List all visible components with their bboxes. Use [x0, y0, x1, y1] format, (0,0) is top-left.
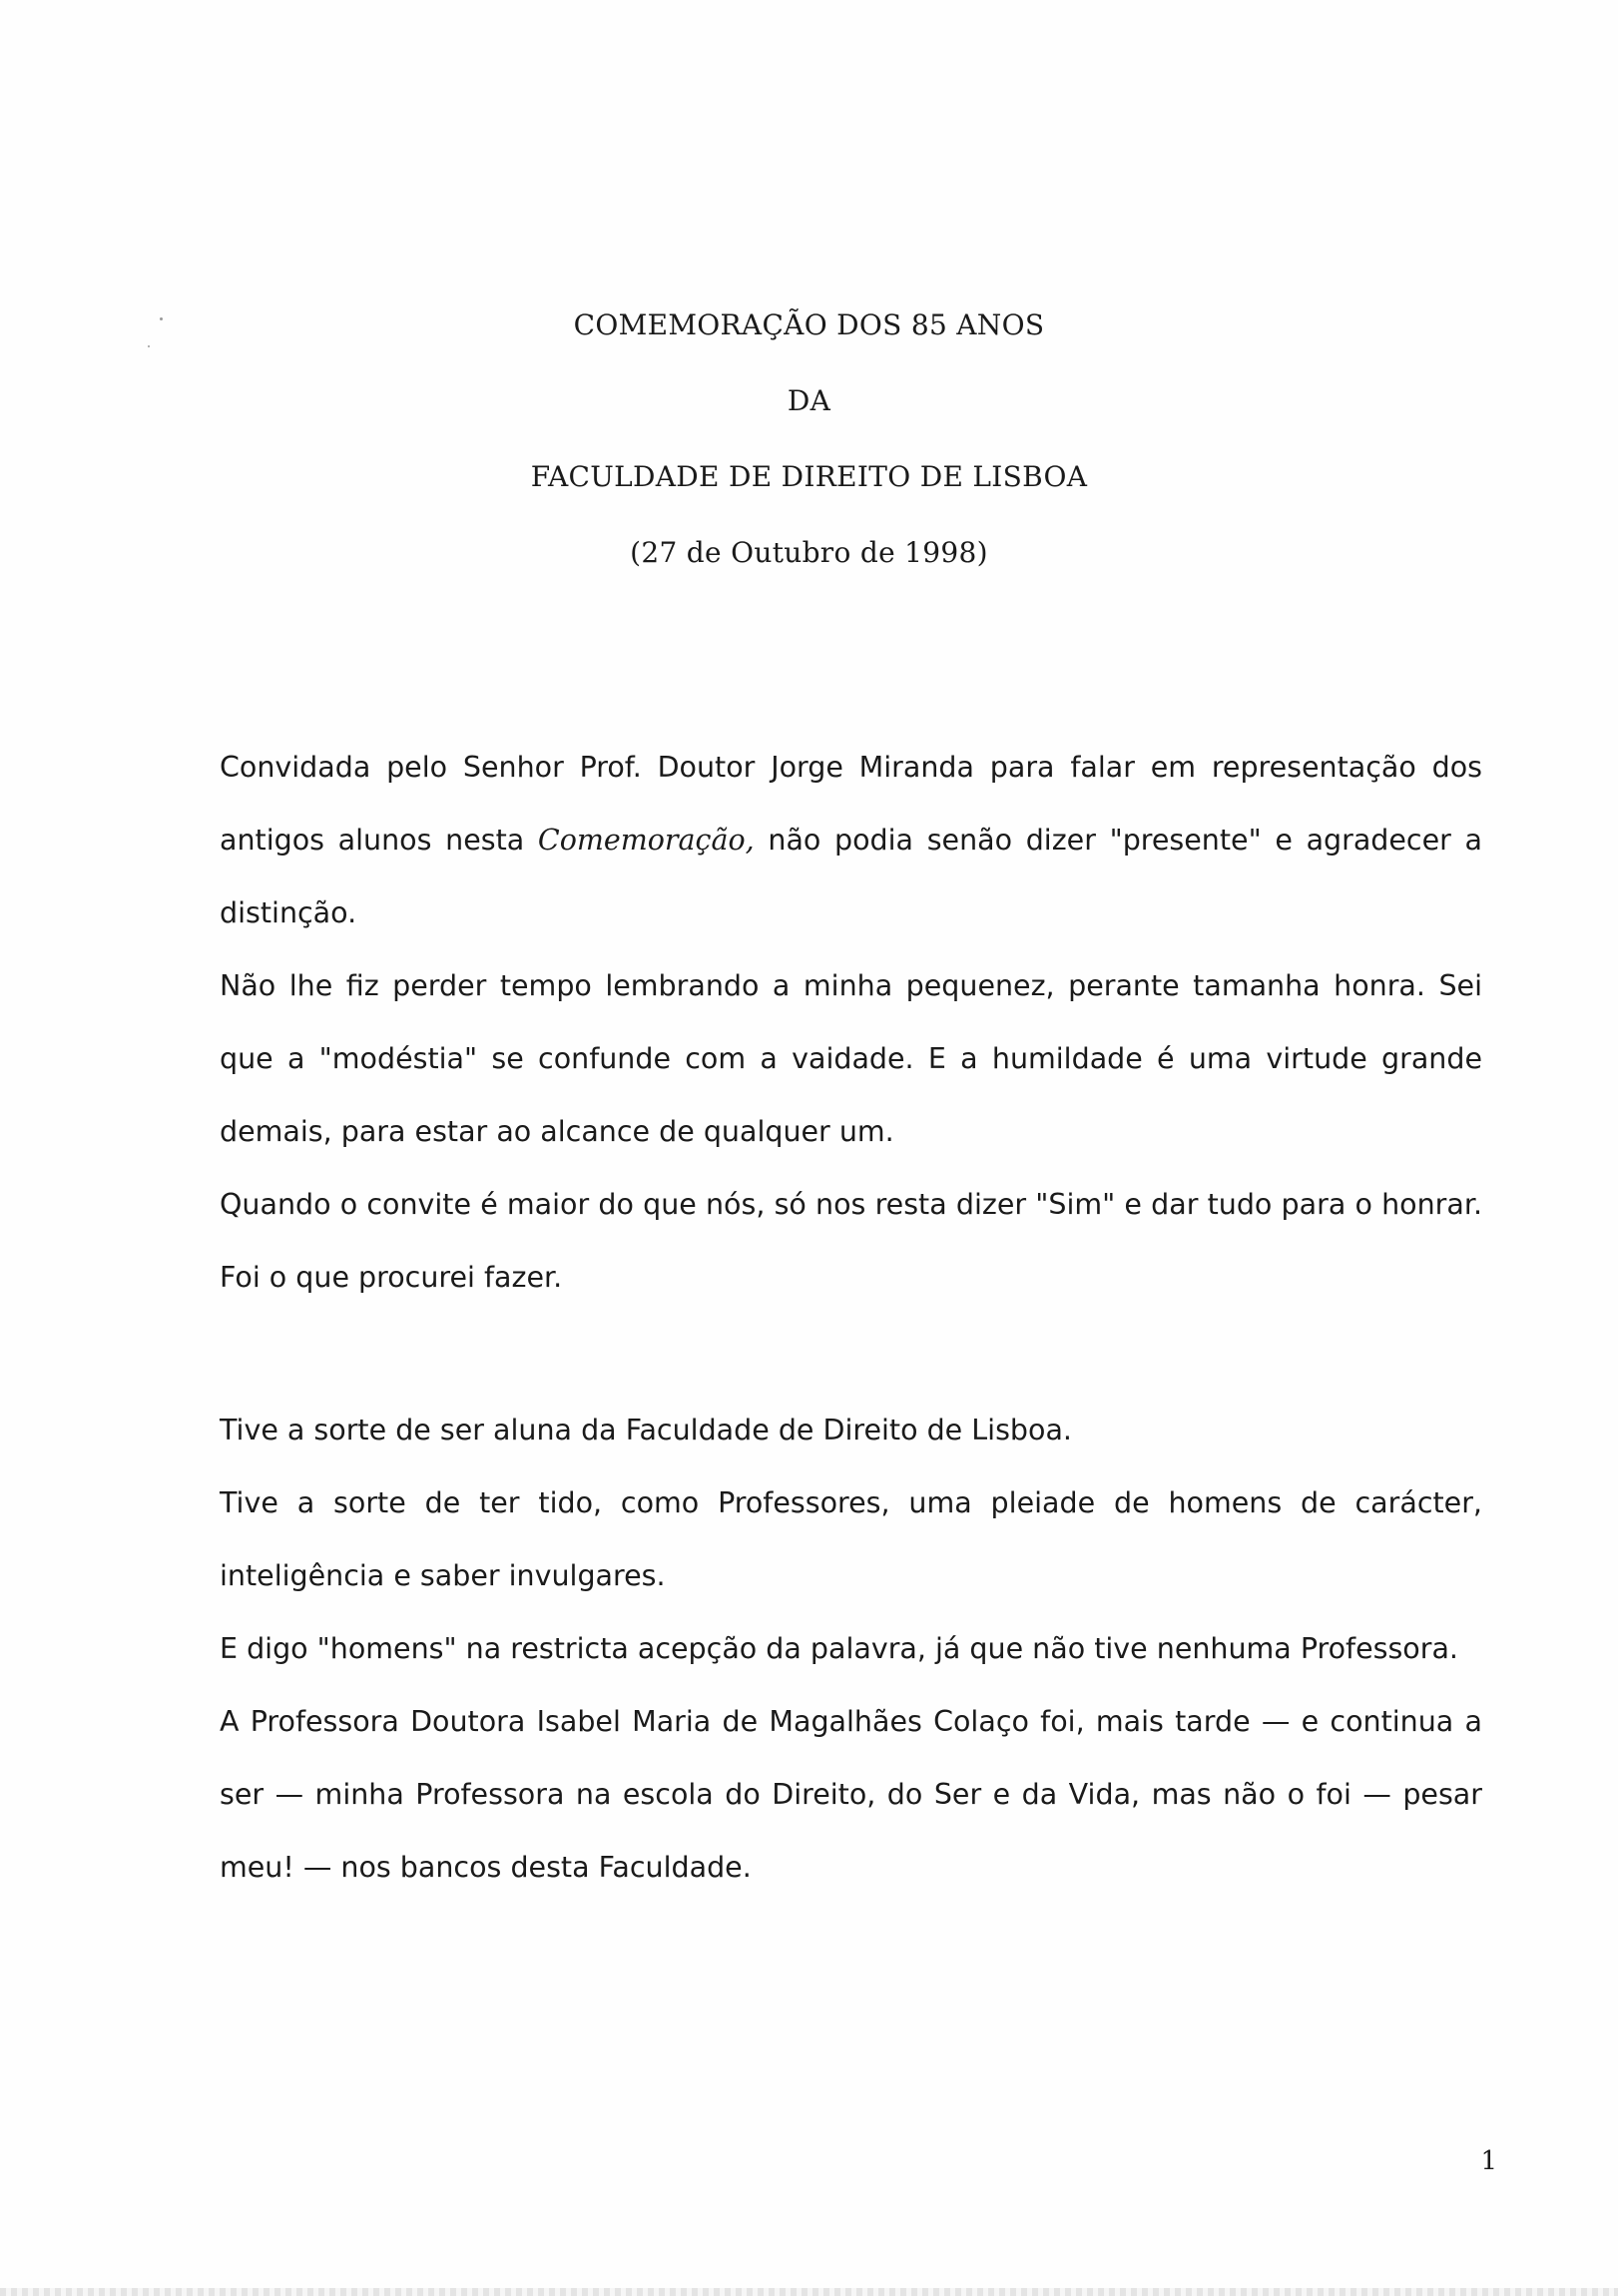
paragraph-6: E digo "homens" na restricta acepção da palavra, já que não tive nenhuma Professora.	[220, 1632, 1458, 1665]
title-line-3: FACULDADE DE DIREITO DE LISBOA	[530, 460, 1088, 493]
paragraph-2: Não lhe fiz perder tempo lembrando a minha pequenez, perante tamanha honra. Sei que a "modéstia" se confunde com a vaidade. E a humildade é uma virtude grande demais, para estar ao alcance de qualquer um.	[220, 969, 1482, 1148]
page-number: 1	[1480, 2146, 1497, 2176]
paragraph-1-text-a: Convidada pelo Senhor Prof. Doutor Jorge Miranda para falar em representação dos antigos alunos nesta	[220, 751, 1482, 857]
paragraph-1-text-b: não podia senão dizer "presente" e agradecer a distinção.	[220, 824, 1482, 929]
paragraph-7: A Professora Doutora Isabel Maria de Magalhães Colaço foi, mais tarde — e continua a ser — minha Professora na escola do Direito, do Ser e da Vida, mas não o foi — pesar meu! — nos bancos desta Faculdade.	[220, 1705, 1482, 1884]
paragraph-1	[220, 731, 1482, 949]
document-title	[0, 295, 1618, 599]
scan-bottom-edge	[0, 2288, 1618, 2296]
body-section-1	[220, 731, 1482, 1314]
paragraph-1-emphasis: Comemoração,	[537, 824, 755, 857]
title-line-1: COMEMORAÇÃO DOS 85 ANOS	[573, 308, 1045, 341]
paragraph-3: Quando o convite é maior do que nós, só nos resta dizer "Sim" e dar tudo para o honrar. Foi o que procurei fazer.	[220, 1188, 1482, 1294]
title-line-4: (27 de Outubro de 1998)	[630, 536, 988, 569]
body-section-2	[220, 1394, 1482, 1904]
paragraph-5: Tive a sorte de ter tido, como Professores, uma pleiade de homens de carácter, inteligência e saber invulgares.	[220, 1486, 1482, 1592]
title-line-2: DA	[787, 384, 831, 417]
paragraph-4: Tive a sorte de ser aluna da Faculdade de Direito de Lisboa.	[220, 1414, 1072, 1446]
